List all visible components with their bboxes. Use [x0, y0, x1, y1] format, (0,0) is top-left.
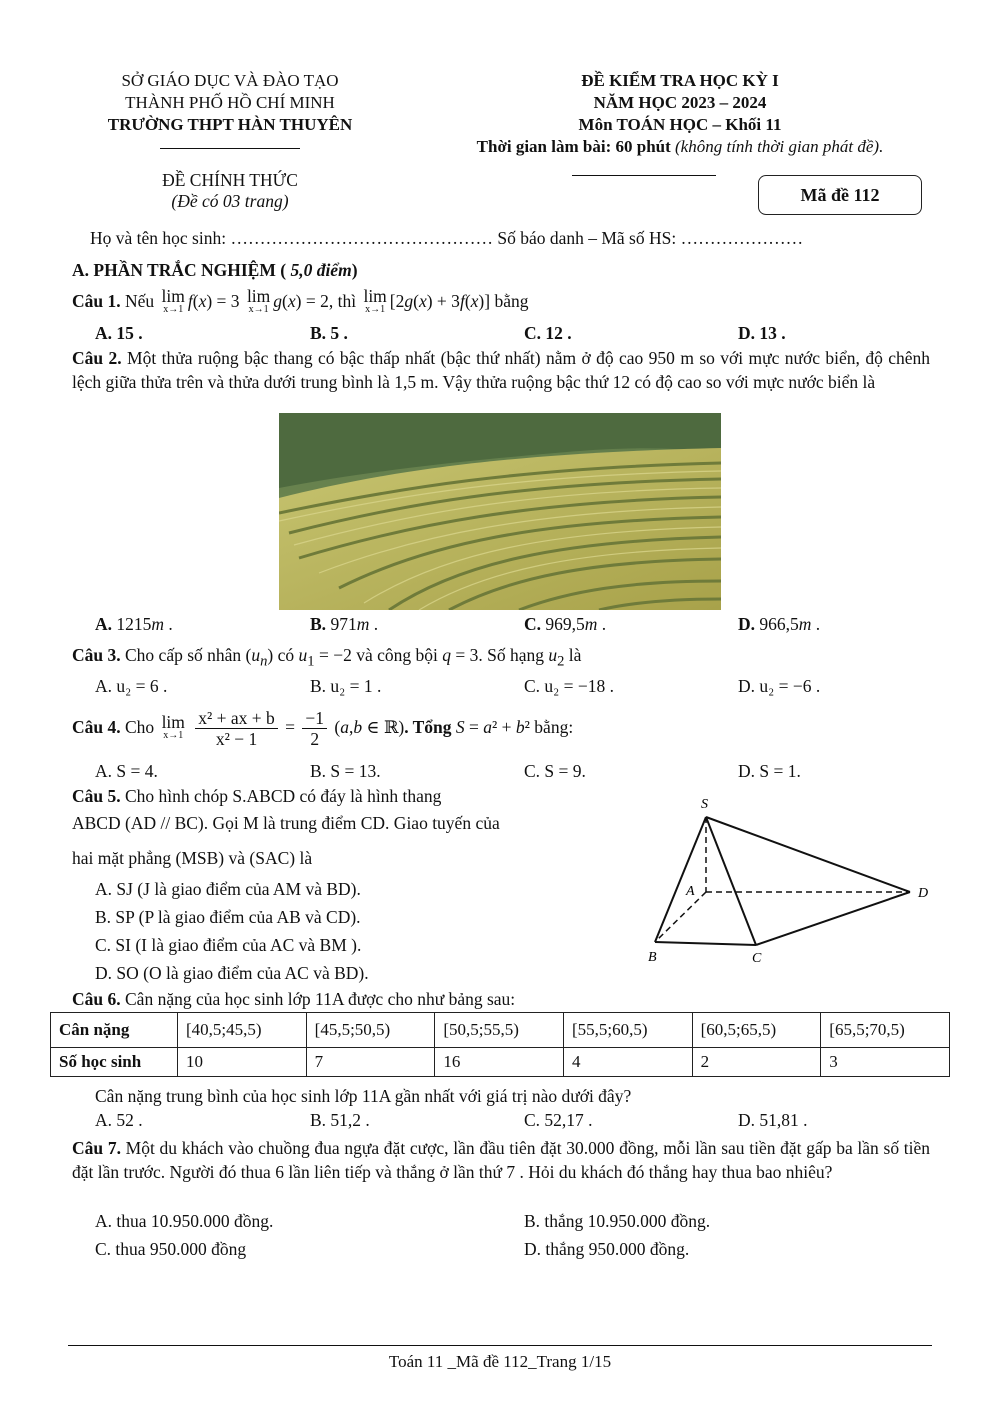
- vertex-b: B: [648, 950, 657, 965]
- question-1: Câu 1. Nếu lim x→1 f(x) = 3 lim x→1 g(x) = 2, thì lim x→1 [2g(x) + 3f(x)] bằng: [72, 285, 529, 315]
- table-cell: 7: [306, 1048, 435, 1077]
- question-5: Câu 5. Cho hình chóp S.ABCD có đáy là hình thang: [72, 786, 442, 806]
- q4-option-b[interactable]: B. S = 13.: [310, 761, 381, 781]
- rice-terrace-photo: [279, 413, 721, 610]
- official-label: ĐỀ CHÍNH THỨC: [162, 170, 298, 190]
- header-right: [400, 70, 960, 158]
- table-cell: [45,5;50,5): [306, 1013, 435, 1048]
- table-cell: [40,5;45,5): [178, 1013, 307, 1048]
- q7-option-c[interactable]: C. thua 950.000 đồng: [95, 1239, 247, 1259]
- q6-option-a[interactable]: A. 52 .: [95, 1110, 143, 1130]
- weight-table: [50, 1012, 950, 1077]
- exam-code-box: [758, 175, 922, 215]
- page-count: (Đề có 03 trang): [171, 191, 289, 211]
- q6-option-c[interactable]: C. 52,17 .: [524, 1110, 593, 1130]
- student-info-line: Họ và tên học sinh: ……………………………………… Số báo danh – Mã số HS: …………………: [90, 228, 804, 248]
- vertex-a: A: [686, 884, 695, 899]
- q7-option-a[interactable]: A. thua 10.950.000 đồng.: [95, 1211, 274, 1231]
- limit-expr: lim x→1: [246, 285, 271, 315]
- q5-option-d[interactable]: D. SO (O là giao điểm của AC và BD).: [95, 963, 369, 983]
- q1-option-a[interactable]: A. 15 .: [95, 323, 143, 343]
- time-limit: Thời gian làm bài: 60 phút (không tính thời gian phát đề).: [476, 137, 884, 156]
- limit-expr: lim x→1: [363, 285, 387, 315]
- question-5-line2: ABCD (AD // BC). Gọi M là trung điểm CD. Giao tuyến của: [72, 813, 500, 833]
- limit-expr: lim x→1: [161, 285, 185, 315]
- q7-option-b[interactable]: B. thắng 10.950.000 đồng.: [524, 1211, 711, 1231]
- page-footer: Toán 11 _Mã đề 112_Trang 1/15: [388, 1352, 612, 1371]
- q5-option-b[interactable]: B. SP (P là giao điểm của AB và CD).: [95, 907, 361, 927]
- school-year: NĂM HỌC 2023 – 2024: [593, 93, 767, 112]
- q4-option-d[interactable]: D. S = 1.: [738, 761, 801, 781]
- question-7: Câu 7. Một du khách vào chuồng đua ngựa đặt cược, lần đầu tiên đặt 30.000 đồng, mỗi lần sau tiền đặt gấp ba lần số tiền đặt lần trước. Người đó thua 6 lần liên tiếp và thắng ở lần thứ 7 . Hỏi du khách đó thắng hay thua bao nhiêu?: [72, 1138, 931, 1182]
- question-6-prompt: Cân nặng trung bình của học sinh lớp 11A gần nhất với giá trị nào dưới đây?: [95, 1086, 632, 1106]
- footer-divider: [68, 1345, 932, 1346]
- vertex-c: C: [752, 951, 762, 966]
- fraction: $\frac{-1}{2}$: [302, 708, 327, 749]
- table-cell: 4: [563, 1048, 692, 1077]
- question-label: Câu 1.: [72, 291, 121, 311]
- question-6: Câu 6. Cân nặng của học sinh lớp 11A được cho như bảng sau:: [72, 989, 516, 1009]
- table-header: Số học sinh: [51, 1048, 178, 1077]
- q1-option-c[interactable]: C. 12 .: [524, 323, 572, 343]
- table-header: Cân nặng: [51, 1013, 178, 1048]
- department-name: SỞ GIÁO DỤC VÀ ĐÀO TẠO: [121, 71, 339, 90]
- section-a-title: A. PHẦN TRẮC NGHIỆM ( 5,0 điểm): [72, 260, 358, 280]
- table-row: [51, 1048, 950, 1077]
- vertex-s: S: [701, 797, 708, 812]
- q2-option-b[interactable]: B. 971m .: [310, 614, 379, 634]
- subject: Môn TOÁN HỌC – Khối 11: [578, 115, 782, 134]
- table-cell: 2: [692, 1048, 821, 1077]
- q2-option-c[interactable]: C. 969,5m .: [524, 614, 607, 634]
- q7-option-d[interactable]: D. thắng 950.000 đồng.: [524, 1239, 690, 1259]
- q5-option-c[interactable]: C. SI (I là giao điểm của AC và BM ).: [95, 935, 362, 955]
- question-3: Câu 3. Cho cấp số nhân $(u_n)$ có $u_1 = -2$ và công bội q = 3. Số hạng $u_2$ là: [72, 645, 582, 670]
- table-cell: [55,5;60,5): [563, 1013, 692, 1048]
- question-4: Câu 4. Cho lim x→1 $\frac{\text{x² + ax + b}}{\text{x² − 1}}$ = $\frac{-1}{2}$ (a,b ∈ ℝ). Tổng S = a² + b² bằng:: [72, 708, 574, 750]
- question-5-line3: hai mặt phẳng (MSB) và (SAC) là: [72, 848, 313, 868]
- header-left: [60, 70, 400, 136]
- q3-option-d[interactable]: D. u₂ = −6 .: [738, 676, 821, 696]
- pyramid-figure: [640, 792, 940, 967]
- q1-option-d[interactable]: D. 13 .: [738, 323, 786, 343]
- city-name: THÀNH PHỐ HỒ CHÍ MINH: [125, 93, 335, 112]
- question-2: Câu 2. Một thửa ruộng bậc thang có bậc thấp nhất (bậc thứ nhất) nằm ở độ cao 950 m so với mực nước biển, độ chênh lệch giữa thửa trên và thửa dưới trung bình là 1,5 m. Vậy thửa ruộng bậc thứ 12 có độ cao so với mực nước biển là: [72, 348, 930, 392]
- official-block: [120, 170, 340, 212]
- table-cell: 10: [178, 1048, 307, 1077]
- q4-option-a[interactable]: A. S = 4.: [95, 761, 158, 781]
- q1-option-b[interactable]: B. 5 .: [310, 323, 348, 343]
- table-cell: 3: [821, 1048, 950, 1077]
- q3-option-c[interactable]: C. u₂ = −18 .: [524, 676, 615, 696]
- q3-option-a[interactable]: A. u₂ = 6 .: [95, 676, 168, 696]
- table-cell: 16: [435, 1048, 564, 1077]
- q2-option-d[interactable]: D. 966,5m .: [738, 614, 821, 634]
- exam-code: Mã đề 112: [800, 184, 880, 205]
- limit-expr: lim x→1: [161, 711, 185, 741]
- table-cell: [50,5;55,5): [435, 1013, 564, 1048]
- q5-option-a[interactable]: A. SJ (J là giao điểm của AM và BD).: [95, 879, 361, 899]
- table-cell: [65,5;70,5): [821, 1013, 950, 1048]
- divider: [572, 175, 716, 176]
- school-name: TRƯỜNG THPT HÀN THUYÊN: [107, 115, 353, 134]
- q4-option-c[interactable]: C. S = 9.: [524, 761, 586, 781]
- q3-option-b[interactable]: B. u₂ = 1 .: [310, 676, 382, 696]
- table-cell: [60,5;65,5): [692, 1013, 821, 1048]
- fraction: $\frac{\text{x² + ax + b}}{\text{x² − 1}}$: [195, 708, 278, 749]
- q6-option-d[interactable]: D. 51,81 .: [738, 1110, 808, 1130]
- vertex-d: D: [918, 886, 929, 901]
- table-row: [51, 1013, 950, 1048]
- q2-option-a[interactable]: A. 1215m .: [95, 614, 173, 634]
- exam-title: ĐỀ KIỂM TRA HỌC KỲ I: [581, 71, 779, 90]
- q6-option-b[interactable]: B. 51,2 .: [310, 1110, 370, 1130]
- divider: [160, 148, 300, 149]
